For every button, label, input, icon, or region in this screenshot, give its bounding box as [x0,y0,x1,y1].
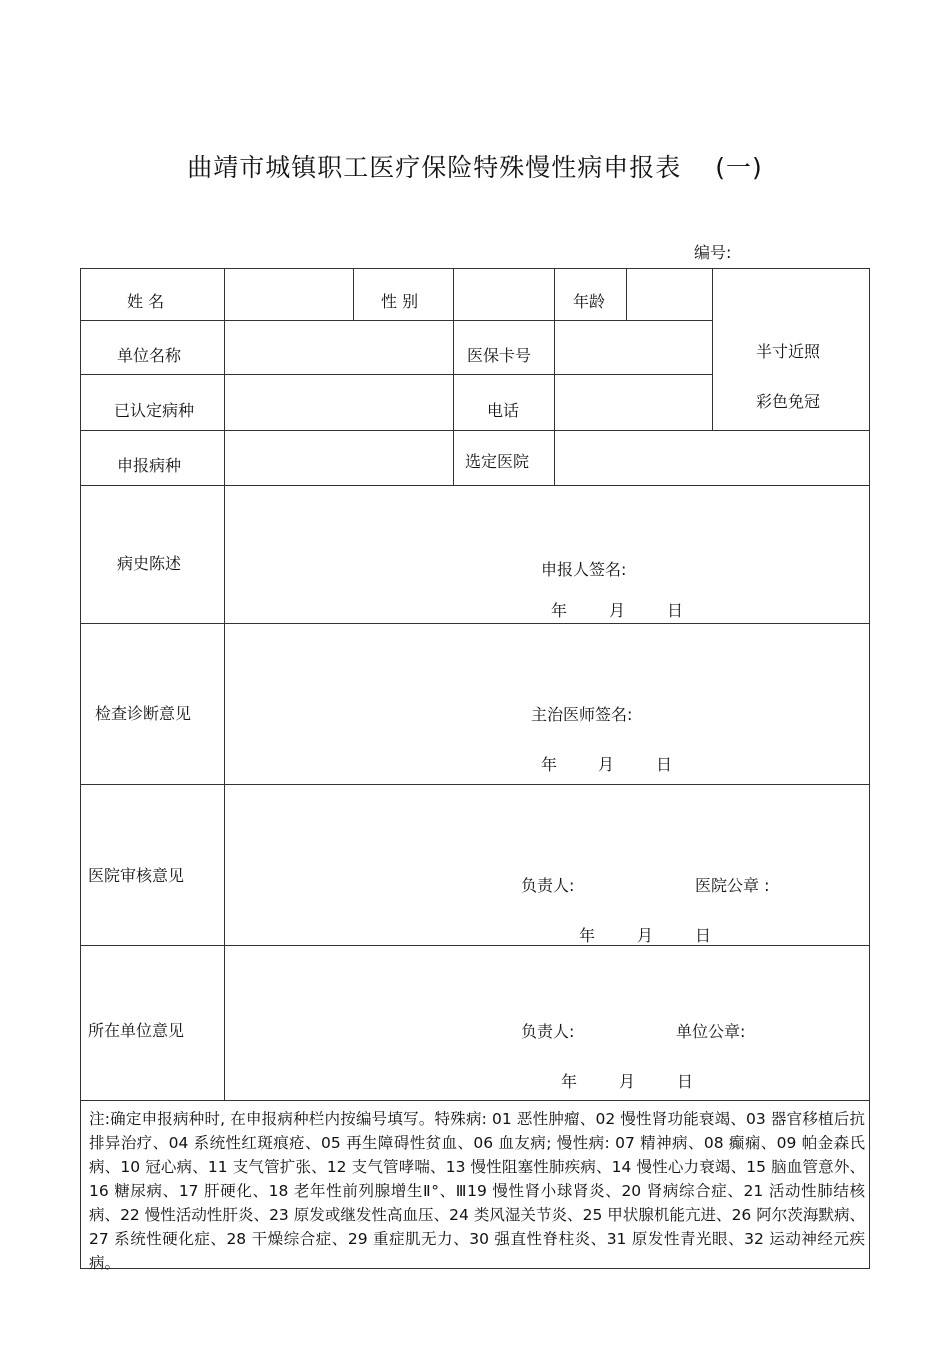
hospital-seal-label: 医院公章 : [695,876,770,895]
diagnosis-date-year: 年 [541,755,558,774]
row-divider [81,374,712,375]
col-divider [712,269,713,430]
row-divider [81,430,869,431]
row-divider [81,623,869,624]
employer-opinion-responsible: 负责人: [521,1022,575,1041]
name-label: 姓 名 [127,292,165,311]
title-suffix: (一) [715,153,763,182]
row-divider [81,784,869,785]
insurance-card-label: 医保卡号 [467,346,532,365]
photo-note-line2: 彩色免冠 [756,392,821,411]
col-divider [626,269,627,320]
employer-opinion-label: 所在单位意见 [88,1021,185,1040]
history-label: 病史陈述 [117,554,182,573]
declared-disease-label: 申报病种 [117,456,182,475]
chosen-hospital-label: 选定医院 [465,452,530,471]
diagnosis-signature: 主治医师签名: [531,705,633,724]
hospital-review-date-month: 月 [637,926,654,945]
history-date-month: 月 [609,601,626,620]
photo-note-line1: 半寸近照 [756,342,821,361]
history-signature: 申报人签名: [541,560,627,579]
confirmed-disease-label: 已认定病种 [114,401,195,420]
title-text: 曲靖市城镇职工医疗保险特殊慢性病申报表 [187,153,682,182]
gender-label: 性 别 [381,292,419,311]
col-divider [554,269,555,485]
employer-opinion-date-year: 年 [561,1072,578,1091]
row-divider [81,485,869,486]
row-divider [81,1100,869,1101]
row-divider [81,945,869,946]
declaration-form [80,268,870,1272]
hospital-review-date-year: 年 [579,926,596,945]
hospital-review-responsible: 负责人: [521,876,575,895]
col-divider [224,269,225,1100]
diagnosis-label: 检查诊断意见 [95,704,192,723]
page-title [0,148,950,184]
employer-label: 单位名称 [117,346,182,365]
hospital-review-label: 医院审核意见 [88,866,185,885]
phone-label: 电话 [487,401,520,420]
age-label: 年龄 [573,292,606,311]
col-divider [453,269,454,485]
hospital-review-date-day: 日 [695,926,712,945]
row-divider [81,320,712,321]
employer-seal-label: 单位公章: [676,1022,746,1041]
serial-number-label: 编号: [694,243,732,262]
history-date-day: 日 [667,601,684,620]
history-date-year: 年 [551,601,568,620]
diagnosis-date-month: 月 [598,755,615,774]
disease-code-note: 注:确定申报病种时, 在申报病种栏内按编号填写。特殊病: 01 恶性肿瘤、02 慢性肾功能衰竭、03 器官移植后抗排异治疗、04 系统性红斑痕疮、05 再生障碍性贫血、06 血友病; 慢性病: 07 精神病、08 癫痫、09 帕金森氏病、10 冠心病、11 支气管扩张、12 支气管哮喘、13 慢性阻塞性肺疾病、14 慢性心力衰竭、15 脑血管意外、16 糖尿病、17 肝硬化、18 老年性前列腺增生Ⅱ°、Ⅲ19 慢性肾小球肾炎、20 肾病综合症、21 活动性肺结核病、22 慢性活动性肝炎、23 原发或继发性高血压、24 类风湿关节炎、25 甲状腺机能亢进、26 阿尔茨海默病、27 系统性硬化症、28 干燥综合症、29 重症肌无力、30 强直性脊柱炎、31 原发性青光眼、32 运动神经元疾病。 [89,1110,865,1272]
diagnosis-date-day: 日 [656,755,673,774]
col-divider [353,269,354,320]
employer-opinion-date-day: 日 [677,1072,694,1091]
employer-opinion-date-month: 月 [619,1072,636,1091]
